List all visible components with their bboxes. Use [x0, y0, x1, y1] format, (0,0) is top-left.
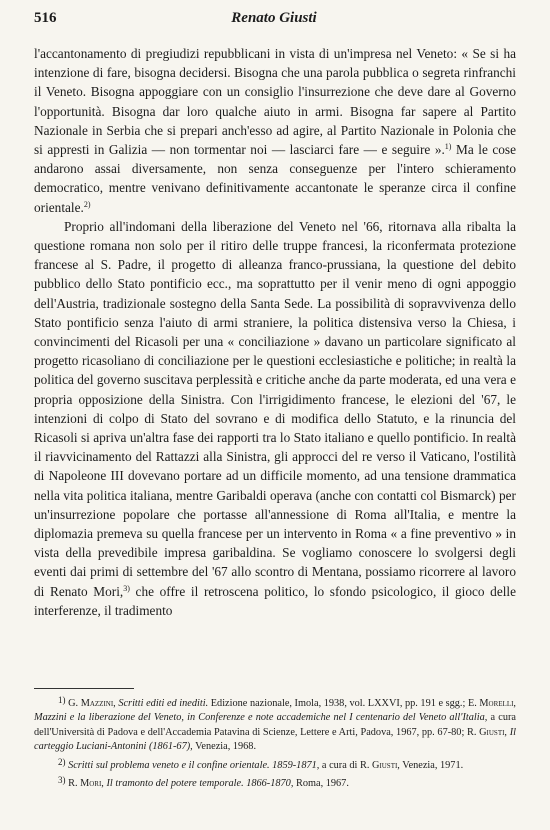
paragraph-1 [34, 44, 516, 217]
footnote-1-title-1: Scritti editi ed inediti. [118, 698, 209, 709]
footnote-1-author-3: Giusti, [479, 726, 508, 738]
footnote-3-author: R. Mori, [68, 778, 104, 790]
footnote-1 [34, 693, 516, 755]
footnote-1-author-1: G. Mazzini, [68, 698, 116, 709]
footnote-1-number: 1) [58, 695, 66, 705]
footnote-2-author: Giusti, [371, 759, 400, 771]
footnote-2-number: 2) [58, 756, 66, 767]
footnote-3-number: 3) [58, 775, 66, 786]
body-text [34, 44, 516, 620]
footnote-ref-2: 2) [83, 199, 91, 209]
footnote-1-author-2: Morelli, [479, 698, 517, 709]
footnote-3 [34, 773, 516, 791]
footnote-1-text-3: Venezia, 1968. [192, 741, 257, 753]
paragraph-2-text-a: Proprio all'indomani della liberazione del Veneto nel '66, ritornava alla ribalta la questione romana non solo per il ritiro delle truppe francesi, la riconfermata protezione francese al S. Padre, il progetto di alleanza franco-prussiana, la questione del debito pubblico dello Stato pontificio ecc., ma soprattutto per il venir meno di ogni appoggio dell'Austria, tradizionale sostegno della Santa Sede. La possibilità di sopravvivenza dello Stato pontificio senza l'aiuto di armi straniere, la politica distensiva verso la Chiesa, i convincimenti del Ricasoli per una « conciliazione » davano un particolare significato al progetto ricasoliano di conciliazione per le questioni ecclesiastiche e politiche; in realtà la politica del governo suscitava perplessità e critiche anche da parte moderata, ed una vera e propria opposizione della Sinistra. Con l'irrigidimento francese, le elezioni del '67, le intenzioni di colpo di Stato del sovrano e di modifica dello Statuto, e la rinuncia del Ricasoli si apriva un'altra fase dei rapporti tra lo Stato italiano e quello pontificio. In realtà il riavvicinamento del Rattazzi alla Sinistra, gli approcci del re verso il Vaticano, l'ostilità di Napoleone III dovevano portare ad un difficile momento, ad una tensione drammatica nella vita politica italiana, mentre Garibaldi operava (anche con contatti col Bismarck) per un'insurrezione popolare che portasse all'annessione di Roma all'Italia, e mentre la diplomazia premeva su quella francese per un intervento in Roma « a fine preventivo » in vista della prevedibile impresa garibaldina. Se vogliamo conoscere lo svolgersi degli eventi dai primi di settembre del '67 allo scontro di Mentana, possiamo ricorrere al lavoro di Renato Mori, [34, 218, 516, 599]
footnote-ref-3: 3) [123, 583, 130, 593]
footnote-2-title: Scritti sul problema veneto e il confine orientale. 1859-1871, [68, 759, 320, 771]
paragraph-2-text-b: che offre il retroscena politico, lo sfondo psicologico, il gioco delle interferenze, il tradimento [34, 583, 517, 618]
footnote-3-title: Il tramonto del potere temporale. 1866-1870, [106, 778, 294, 790]
footnote-2-text-2: Venezia, 1971. [399, 759, 464, 771]
footnote-ref-1: 1) [444, 142, 452, 152]
footnote-separator [34, 688, 134, 689]
footnote-1-title-3: Il carteggio Luciani-Antonini (1861-67), [34, 726, 516, 753]
paragraph-1-text-b: Ma le cose andarono assai diversamente, non senza conseguenze per l'intero schieramento democratico, mentre venivano definitivamente accantonate le speranze circa il confine orientale. [34, 142, 516, 215]
page-header [34, 10, 514, 32]
footnote-1-text-2: a cura dell'Università di Padova e dell'Accademia Patavina di Scienze, Lettere e Arti, Padova, 1967, pp. 67-80; R. [34, 712, 516, 738]
running-head: Renato Giusti [231, 10, 317, 26]
footnote-2-text-1: a cura di R. [319, 759, 372, 771]
footnote-3-text: Roma, 1967. [293, 778, 349, 790]
paragraph-1-text-a: l'accantonamento di pregiudizi repubblicani in vista di un'impresa nel Veneto: « Se si ha intenzione di fare, bisogna decidersi. Bisogna che una parola pubblica o segreta rinfranchi il Veneto. Bisogna appoggiare con un consiglio l'insurrezione che deve dare al Governo l'opportunità. Bisogna dar loro qualche aiuto in armi. Bisogna far sapere al Partito Nazionale in Serbia che si prepari anch'esso ad agire, al Partito Nazionale in Polonia che si appresti in Galizia — non tormentar noi — lasciarci fare — e seguire ». [34, 46, 516, 158]
footnote-1-text-1: Edizione nazionale, Imola, 1938, vol. LXXVI, pp. 191 e sgg.; E. [208, 698, 480, 709]
footnote-2 [34, 755, 516, 773]
page-number: 516 [34, 10, 57, 26]
paragraph-2 [34, 217, 516, 620]
footnote-1-title-2: Mazzini e la liberazione del Veneto, in Conferenze e note accademiche nel I centenario del Veneto all'Italia, [34, 712, 488, 724]
footnotes [34, 693, 516, 791]
